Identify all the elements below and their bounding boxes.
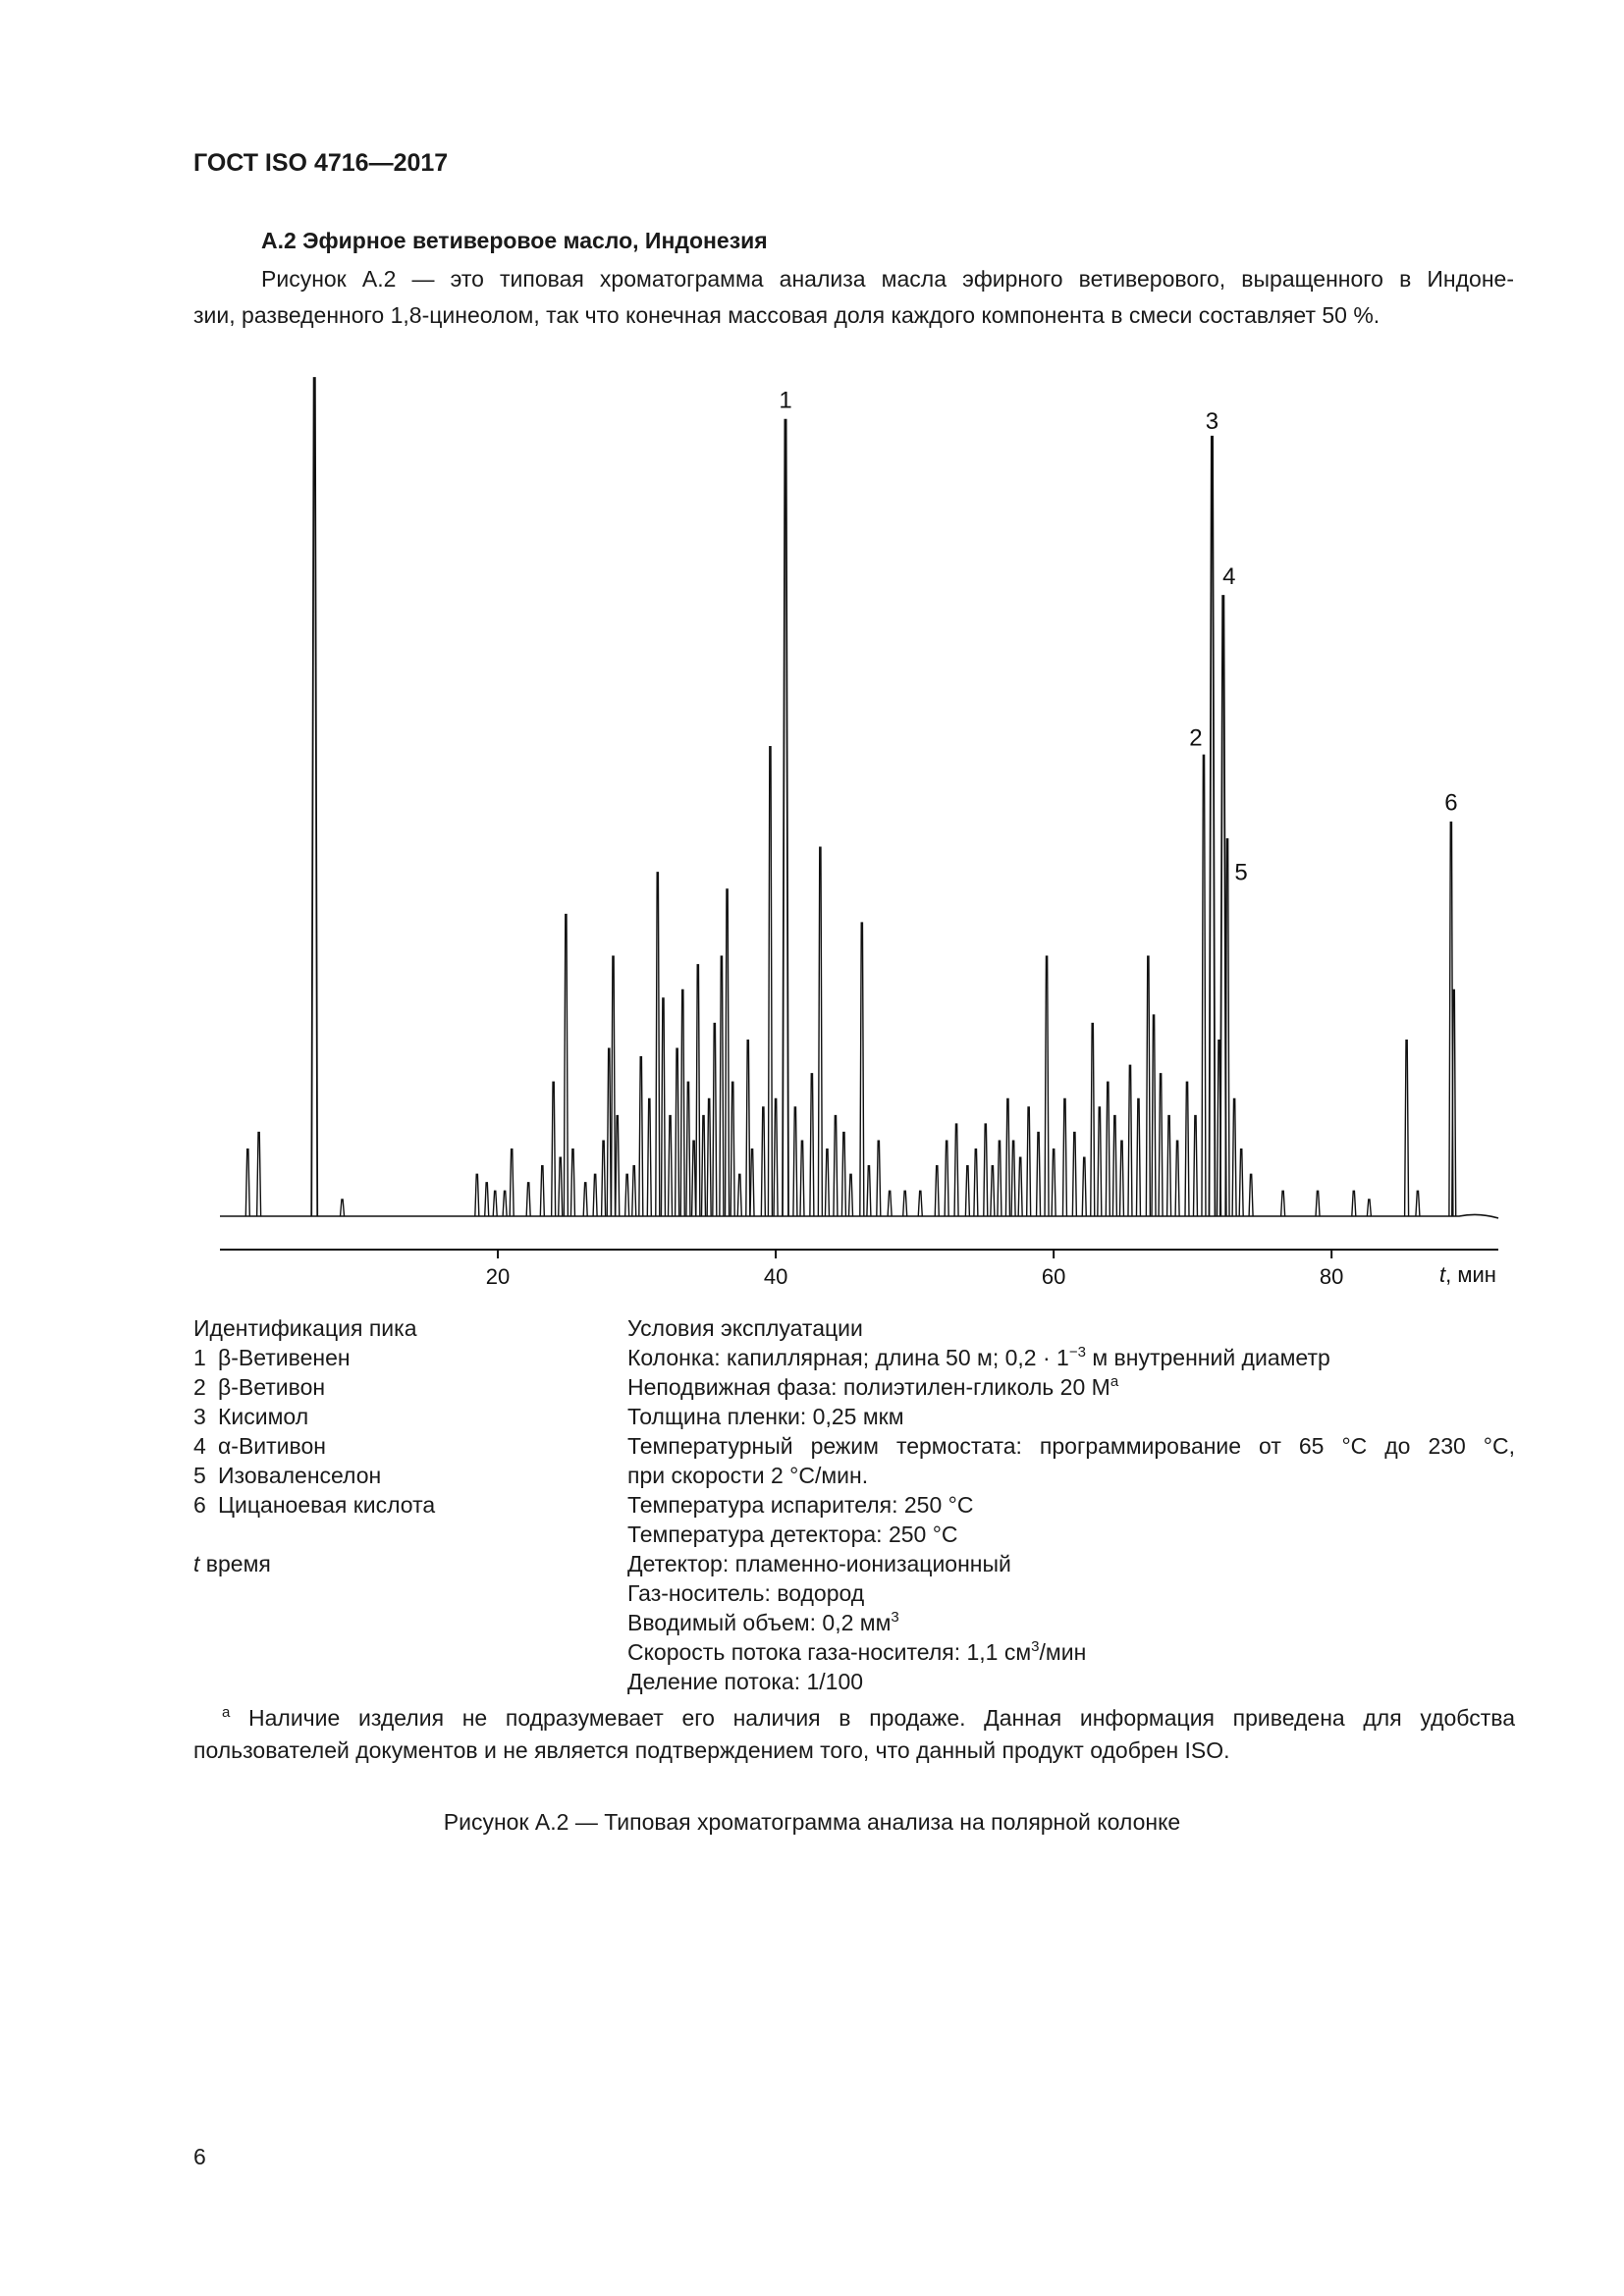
- x-tick-label: 40: [763, 1264, 788, 1289]
- peak-mark: [1062, 1098, 1066, 1216]
- peak-num: 3: [193, 1404, 206, 1429]
- baseline-trace: [220, 1214, 1498, 1218]
- footnote: [193, 1702, 1515, 1767]
- peak-mark: [676, 1048, 679, 1216]
- x-axis-symbol: t: [1439, 1262, 1446, 1287]
- peak-mark: [793, 1107, 797, 1216]
- peak-mark: [1202, 755, 1206, 1216]
- peak-mark: [818, 847, 822, 1216]
- peak-mark: [1225, 839, 1229, 1216]
- peak-mark: [903, 1191, 907, 1216]
- peak-name: Изовaленселон: [218, 1463, 382, 1488]
- intro-line-2: зии, разведенного 1,8-цинеолом, так что конечная массовая доля каждого компонента в смеси составляет 50 %.: [193, 302, 1380, 328]
- peak-mark: [720, 956, 724, 1216]
- peak-number-label: 2: [1189, 724, 1203, 752]
- peak-mark: [841, 1133, 845, 1216]
- peak-mark: [1209, 437, 1215, 1216]
- chromatogram-chart: [196, 348, 1502, 1291]
- peak-mark: [1152, 1015, 1156, 1216]
- condition-film: Толщина пленки: 0,25 мкм: [627, 1404, 904, 1429]
- peak-mark: [1136, 1098, 1140, 1216]
- peak-mark: [888, 1191, 892, 1216]
- peak-name: Кисимол: [218, 1404, 309, 1429]
- peak-mark: [1405, 1041, 1409, 1216]
- peak-mark: [713, 1024, 717, 1216]
- peak-mark: [834, 1116, 838, 1216]
- peak-num: 5: [193, 1463, 206, 1488]
- conditions-title: Условия эксплуатации: [627, 1315, 863, 1341]
- peak-mark: [1185, 1082, 1189, 1216]
- peak-mark: [625, 1174, 629, 1216]
- peak-mark: [707, 1098, 711, 1216]
- peak-mark: [768, 747, 772, 1216]
- peak-mark: [750, 1149, 754, 1216]
- peak-mark: [1072, 1133, 1076, 1216]
- peak-mark: [1027, 1107, 1031, 1216]
- peak-name: α-Витивон: [218, 1433, 326, 1459]
- peak-mark: [1146, 956, 1150, 1216]
- peak-mark: [661, 998, 665, 1216]
- peak-mark: [257, 1133, 261, 1216]
- peak-item: [193, 1372, 435, 1402]
- peak-mark: [998, 1141, 1001, 1216]
- time-legend: [193, 1549, 435, 1578]
- peak-mark: [1239, 1149, 1243, 1216]
- peak-item: [193, 1402, 435, 1431]
- peak-mark: [526, 1183, 530, 1216]
- peak-identification: [193, 1313, 435, 1578]
- peak-number-label: 4: [1222, 563, 1236, 591]
- condition-volume: Вводимый объем: 0,2 $мм^3$: [627, 1609, 899, 1635]
- condition-column: Колонка: капиллярная; длина 50 м; $0,2 \cdot 1^{-3}$ м внутренний диаметр: [627, 1344, 1330, 1370]
- peak-mark: [991, 1166, 995, 1216]
- peak-mark: [1281, 1191, 1285, 1216]
- peak-mark: [680, 989, 684, 1216]
- peak-mark: [783, 420, 788, 1216]
- peak-mark: [607, 1048, 611, 1216]
- peak-number-label: 1: [779, 387, 792, 414]
- peak-mark: [731, 1082, 734, 1216]
- peak-mark: [245, 1149, 249, 1216]
- peak-mark: [602, 1141, 606, 1216]
- peak-mark: [616, 1116, 620, 1216]
- peak-mark: [918, 1191, 922, 1216]
- peak-mark: [1091, 1024, 1095, 1216]
- peak-mark: [761, 1107, 765, 1216]
- peak-mark: [1367, 1200, 1371, 1216]
- time-label: время: [199, 1551, 271, 1576]
- peak-mark: [639, 1057, 643, 1216]
- x-axis-unit: , мин: [1445, 1262, 1496, 1287]
- peak-mark: [810, 1074, 814, 1216]
- peak-mark: [612, 956, 616, 1216]
- peak-mark: [774, 1098, 778, 1216]
- peak-mark: [1037, 1133, 1041, 1216]
- peak-mark: [954, 1124, 958, 1216]
- operating-conditions: [627, 1313, 1515, 1696]
- condition-oven-2: при скорости 2 °С/мин.: [627, 1463, 869, 1488]
- peak-mark: [737, 1174, 741, 1216]
- condition-injector: Температура испарителя: 250 °С: [627, 1492, 974, 1518]
- condition-split: Деление потока: 1/100: [627, 1669, 864, 1694]
- peak-mark: [701, 1116, 705, 1216]
- peak-mark: [825, 1149, 829, 1216]
- peak-name: β-Ветивон: [218, 1374, 326, 1400]
- condition-phase: Неподвижная фаза: полиэтилен-гликоль 20 $М^а$: [627, 1373, 1119, 1400]
- peak-mark: [692, 1141, 696, 1216]
- peak-mark: [1119, 1141, 1123, 1216]
- peak-mark: [583, 1183, 587, 1216]
- peak-mark: [1112, 1116, 1116, 1216]
- peak-mark: [552, 1082, 556, 1216]
- peak-mark: [1005, 1098, 1009, 1216]
- peak-mark: [867, 1166, 871, 1216]
- peaks-layer: [220, 378, 1498, 1218]
- peak-num: 1: [193, 1345, 206, 1370]
- time-symbol: t: [193, 1551, 200, 1576]
- peak-mark: [564, 915, 568, 1216]
- figure-caption: Рисунок А.2 — Типовая хроматограмма анализа на полярной колонке: [443, 1809, 1181, 1835]
- peak-mark: [1352, 1191, 1356, 1216]
- peak-mark: [974, 1149, 978, 1216]
- peak-mark: [341, 1200, 345, 1216]
- peak-mark: [1175, 1141, 1179, 1216]
- peak-mark: [1098, 1107, 1102, 1216]
- ticks-layer: [486, 1250, 1344, 1289]
- peak-mark: [860, 923, 864, 1216]
- peak-mark: [935, 1166, 939, 1216]
- peak-mark: [1316, 1191, 1320, 1216]
- peak-name: Цицаноевая кислота: [218, 1492, 436, 1518]
- peak-mark: [746, 1041, 750, 1216]
- peak-mark: [1052, 1149, 1056, 1216]
- peak-mark: [984, 1124, 988, 1216]
- peak-num: 2: [193, 1374, 206, 1400]
- intro-line-1: Рисунок А.2 — это типовая хроматограмма анализа масла эфирного ветиверового, выращенного в Индоне-: [261, 266, 1514, 292]
- peak-mark: [540, 1166, 544, 1216]
- peaks-title: Идентификация пика: [193, 1315, 417, 1341]
- peak-mark: [1011, 1141, 1015, 1216]
- peak-mark: [800, 1141, 804, 1216]
- peak-item: [193, 1461, 435, 1490]
- page-number: 6: [193, 2144, 206, 2169]
- condition-detector-temp: Температура детектора: 250 °С: [627, 1522, 958, 1547]
- condition-flow: Скорость потока газа-носителя: 1,1 $см^3$/мин: [627, 1638, 1087, 1665]
- peak-mark: [945, 1141, 948, 1216]
- peak-mark: [656, 873, 660, 1216]
- section-title: А.2 Эфирное ветиверовое масло, Индонезия: [261, 228, 768, 253]
- peak-mark: [1045, 956, 1049, 1216]
- peak-mark: [1193, 1116, 1197, 1216]
- peak-mark: [1018, 1157, 1022, 1216]
- peak-mark: [726, 889, 730, 1216]
- x-axis-title: [1439, 1262, 1496, 1287]
- peak-mark: [1082, 1157, 1086, 1216]
- peak-mark: [559, 1157, 563, 1216]
- peak-mark: [965, 1166, 969, 1216]
- peak-mark: [1416, 1191, 1420, 1216]
- peak-mark: [510, 1149, 514, 1216]
- peak-mark: [647, 1098, 651, 1216]
- peak-item: [193, 1343, 435, 1372]
- peak-mark: [877, 1141, 881, 1216]
- x-tick-label: 60: [1041, 1264, 1066, 1289]
- peak-item: [193, 1431, 435, 1461]
- peak-mark: [1452, 989, 1456, 1216]
- footnote-mark: а: [222, 1704, 231, 1721]
- peak-mark: [632, 1166, 636, 1216]
- peak-mark: [669, 1116, 673, 1216]
- peak-mark: [493, 1191, 497, 1216]
- peak-mark: [311, 378, 317, 1216]
- condition-oven-1: Температурный режим термостата: программирование от 65 °С до 230 °С,: [627, 1433, 1515, 1459]
- peak-item: [193, 1490, 435, 1520]
- peak-num: 4: [193, 1433, 206, 1459]
- document-header: ГОСТ ISO 4716—2017: [193, 149, 449, 177]
- peak-number-label: 6: [1444, 789, 1458, 817]
- peak-mark: [686, 1082, 690, 1216]
- condition-detector: Детектор: пламенно-ионизационный: [627, 1551, 1011, 1576]
- peak-mark: [1106, 1082, 1110, 1216]
- peak-num: 6: [193, 1492, 206, 1518]
- x-tick-label: 20: [485, 1264, 511, 1289]
- peak-mark: [1167, 1116, 1171, 1216]
- peak-number-label: 3: [1205, 407, 1219, 435]
- peak-mark: [849, 1174, 853, 1216]
- peak-mark: [570, 1149, 574, 1216]
- peak-name: β-Ветивенен: [218, 1345, 351, 1370]
- peak-mark: [503, 1191, 507, 1216]
- peak-mark: [1128, 1065, 1132, 1216]
- peak-mark: [696, 965, 700, 1216]
- peak-mark: [1249, 1174, 1253, 1216]
- peak-mark: [485, 1183, 489, 1216]
- footnote-line-1: $^а$ Наличие изделия не подразумевает его наличия в продаже. Данная информация приведена для удобства: [222, 1704, 1515, 1731]
- x-tick-label: 80: [1319, 1264, 1344, 1289]
- peak-number-label: 5: [1234, 859, 1248, 886]
- peak-labels-layer: [779, 388, 1457, 886]
- condition-carrier-gas: Газ-носитель: водород: [627, 1580, 865, 1606]
- footnote-line-2: пользователей документов и не является подтверждением того, что данный продукт одобрен ISO.: [193, 1737, 1230, 1763]
- peak-mark: [1159, 1074, 1163, 1216]
- peak-mark: [475, 1174, 479, 1216]
- peak-mark: [593, 1174, 597, 1216]
- peak-mark: [1232, 1098, 1236, 1216]
- intro-paragraph: [193, 261, 1514, 334]
